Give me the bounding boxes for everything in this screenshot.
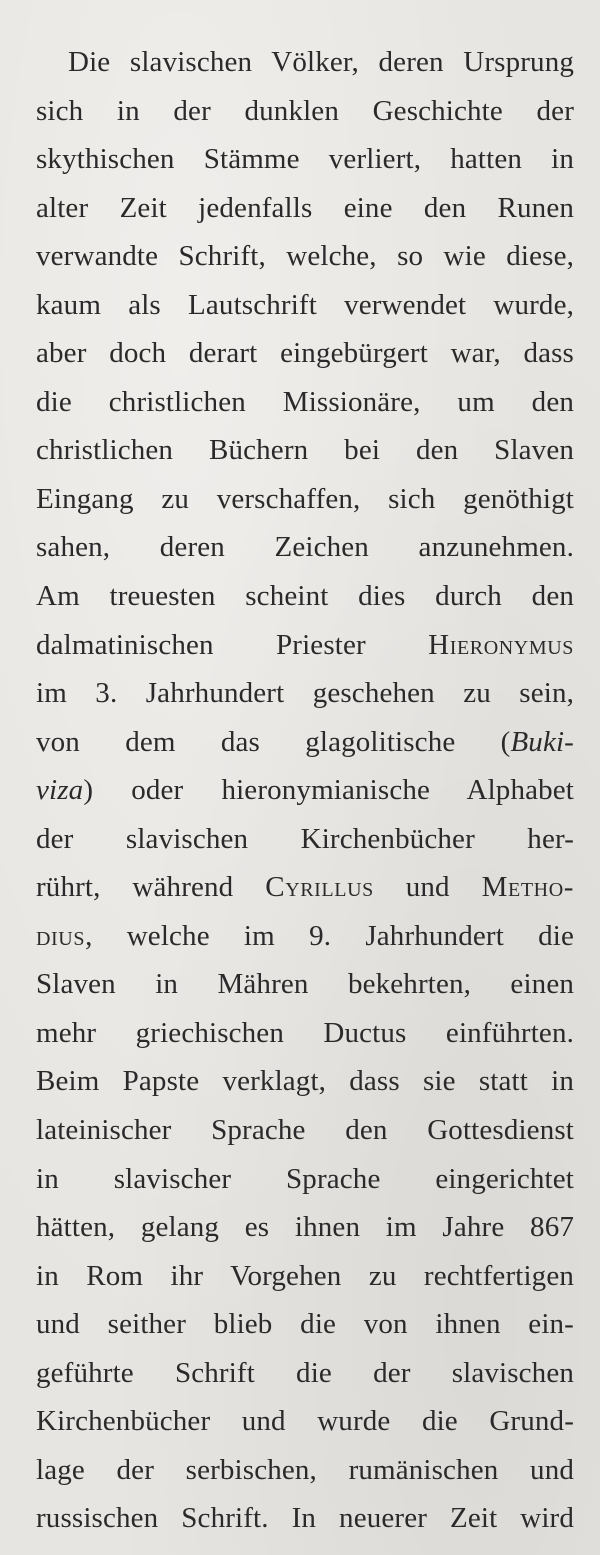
text-run: in Rom ihr Vorgehen zu rechtfertigen [36,1259,574,1292]
small-caps-name: dius [36,919,86,952]
text-run: verwandte Schrift, welche, so wie diese, [36,240,574,273]
text-line [36,572,574,621]
text-run: die christlichen Missionäre, um den [36,385,574,418]
text-line [36,523,574,572]
text-run: sich in der dunklen Geschichte der [36,94,574,127]
text-run: im 3. Jahrhundert geschehen zu sein, [36,677,574,710]
text-line [36,329,574,378]
text-line [36,1446,574,1495]
text-run: christlichen Büchern bei den Slaven [36,434,574,467]
text-run: lage der serbischen, rumänischen und [36,1453,574,1486]
text-run: lateinischer Sprache den Gottesdienst [36,1114,574,1147]
text-line [36,1397,574,1446]
text-run: skythischen Stämme verliert, hatten in [36,143,574,176]
text-line [36,281,574,330]
text-line [36,912,574,961]
text-line [36,1009,574,1058]
italic-term: viza [36,774,84,807]
text-line [36,960,574,1009]
text-line [36,1252,574,1301]
text-run: ) oder hieronymianische Alphabet [83,774,574,807]
text-run: Beim Papste verklagt, dass sie statt in [36,1065,574,1098]
text-run: in slavischer Sprache eingerichtet [36,1162,574,1195]
text-line [36,232,574,281]
text-run: der slavischen Kirchenbücher her- [36,822,574,855]
text-line [36,426,574,475]
text-line [36,766,574,815]
text-line [36,815,574,864]
text-run: sahen, deren Zeichen anzunehmen. [36,531,574,564]
text-run: Slaven in Mähren bekehrten, einen [36,968,574,1001]
text-run: Eingang zu verschaffen, sich genöthigt [36,482,574,515]
text-run: aber doch derart eingebürgert war, dass [36,337,574,370]
small-caps-name: Metho- [481,871,574,904]
text-run: rührt, während [36,871,266,904]
text-run: Am treuesten scheint dies durch den [36,580,574,613]
text-line [36,475,574,524]
paragraph [36,38,574,1543]
small-caps-name: Hieronymus [428,628,574,661]
text-line [36,1494,574,1543]
text-line [36,863,574,912]
text-line [36,87,574,136]
text-run: , welche im 9. Jahrhundert die [85,919,574,952]
text-line [36,621,574,670]
text-line [36,184,574,233]
text-line [36,1203,574,1252]
text-run: alter Zeit jedenfalls eine den Runen [36,191,574,224]
text-line [36,378,574,427]
text-run: russischen Schrift. In neuerer Zeit wird [36,1502,574,1535]
text-line [36,1300,574,1349]
text-run: kaum als Lautschrift verwendet wurde, [36,288,574,321]
text-line [36,669,574,718]
text-line [36,1349,574,1398]
text-run: Die slavischen Völker, deren Ursprung [68,46,574,78]
text-run: hätten, gelang es ihnen im Jahre 867 [36,1211,574,1244]
text-line [36,718,574,767]
text-run: und seither blieb die von ihnen ein- [36,1308,574,1341]
text-run: von dem das glagolitische ( [36,725,511,758]
text-run: mehr griechischen Ductus einführten. [36,1016,574,1049]
text-run: und [373,871,482,904]
text-run: dalmatinischen Priester [36,628,429,661]
italic-term: Buki- [510,725,574,758]
text-line [36,1155,574,1204]
text-line [36,1057,574,1106]
small-caps-name: Cyrillus [265,871,374,904]
text-line [36,135,574,184]
text-run: geführte Schrift die der slavischen [36,1356,574,1389]
text-line [36,38,574,87]
text-run: Kirchenbücher und wurde die Grund- [36,1405,574,1438]
text-line [36,1106,574,1155]
